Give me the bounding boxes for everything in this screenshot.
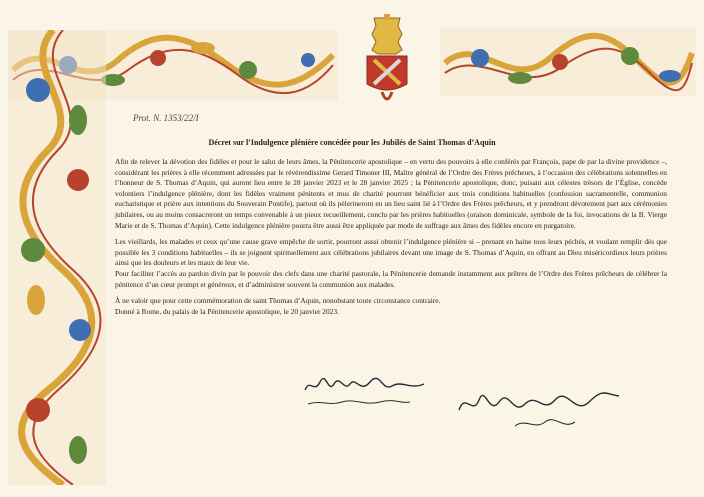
signature-right-handwriting [455,386,625,436]
decorative-border-top-right [440,28,696,96]
paragraph: Les vieillards, les malades et ceux qu’une cause grave empêche de sortir, pourront aussi obtenir l’indulgence plénière si – prenant en haine tous leurs péchés, et voulant remplir dès que possible les 3 conditions habituelles – ils se joignent spirituellement aux célébrations jubilaires devant une image de S. Thomas d’Aquin, en offrant au Dieu miséricordieux leurs prières ainsi que les douleurs et les maux de leur vie. [115,237,667,268]
paragraph: Afin de relever la dévotion des fidèles et pour le salut de leurs âmes, la Pénitencerie apostolique – en vertu des pouvoirs à elle conférés par François, pape de par la divine providence –, considérant les prières à elle récemment adressées par le révérendissime Gerard Timoner III, Maître général de l’Ordre des Frères prêcheurs, à l’occasion des célébrations solennelles en l’honneur de S. Thomas d’Aquin, qui auront lieu entre le 28 janvier 2023 et le 28 janvier 2025 ; la Pénitencerie apostolique, donc, puisant aux célestes trésors de l’Église, concède volontiers l’indulgence plénière, dont les fidèles vraiment pénitents et mus de charité pourront bénéficier aux trois conditions habituelles (confession sacramentelle, communion eucharistique et prière aux intentions du Souverain Pontife), partout où ils pèlerineront en un lieu saint lié à l’Ordre des Frères prêcheurs, et y prendront dévotement part aux cérémonies jubilaires, ou au moins consacreront un temps convenable à un pieux recueillement, conclu par les prières habituelles (oraison dominicale, symbole de la foi, invocations de la B. Vierge Marie et de S. Thomas d’Aquin). Cette indulgence plénière pourra être aussi être appliquée par mode de suffrage aux âmes des fidèles encore en purgatoire. [115,157,667,230]
protocol-number: Prot. N. 1353/22/I [133,113,199,123]
signature-right [455,386,625,436]
signature-left-handwriting [300,372,428,412]
papal-coat-of-arms-icon [352,14,422,110]
paragraph: Donné à Rome, du palais de la Pénitencerie apostolique, le 20 janvier 2023. [115,306,339,316]
signature-left [300,372,428,412]
paragraph: Pour faciliter l’accès au pardon divin par le pouvoir des clefs dans une charité pastorale, la Pénitencerie demande instamment aux prêtres de l’Ordre des Frères prêcheurs de célébrer la pénitence d’un cœur prompt et généreux, et d’administrer souvent la communion aux malades. [115,268,667,289]
decree-title: Décret sur l’Indulgence plénière concédée pour les Jubilés de Saint Thomas d’Aquin [208,138,496,147]
decorative-border-left [8,30,106,485]
paragraph: À ne valoir que pour cette commémoration de saint Thomas d’Aquin, nonobstant toute circonstance contraire. [115,296,441,306]
decree-body [115,157,667,323]
